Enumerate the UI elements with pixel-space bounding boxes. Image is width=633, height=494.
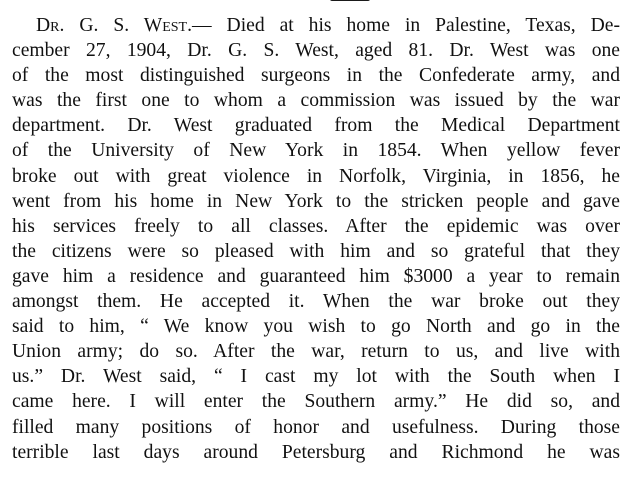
text-line: gave him a residence and guaranteed him $3000 a year to remain [12,265,620,287]
text-line: the citizens were so pleased with him and so grateful that they [12,240,620,262]
text-line [12,13,620,38]
text-line: amongst them. He accepted it. When the war broke out they [12,291,620,313]
text-line: us.” Dr. West said, “ I cast my lot with the South when I [12,366,620,388]
line-text: Died at his home in Palestine, Texas, De- [226,15,620,36]
heading-dash: — [192,15,212,36]
text-line: of the most distinguished surgeons in the Confederate army, and [12,65,620,87]
text-line: was the first one to whom a commission was issued by the war [12,90,620,112]
text-line: of the University of New York in 1854. When yellow fever [12,140,620,162]
text-line: filled many positions of honor and usefulness. During those [12,416,620,438]
text-line: terrible last days around Petersburg and Richmond he was [12,441,620,463]
text-line: came here. I will enter the Southern army.” He did so, and [12,391,620,413]
text-line: broke out with great violence in Norfolk, Virginia, in 1856, he [12,165,620,187]
text-line: went from his home in New York to the stricken people and gave [12,190,620,212]
text-line: his services freely to all classes. After the epidemic was over [12,215,620,237]
obituary-name-heading: Dr. G. S. West. [36,15,192,36]
obituary-paragraph [12,13,620,465]
text-line: said to him, “ We know you wish to go North and go in the [12,316,620,338]
text-line: Union army; do so. After the war, return to us, and live with [12,341,620,363]
text-line: department. Dr. West graduated from the Medical Department [12,115,620,137]
text-line: cember 27, 1904, Dr. G. S. West, aged 81. Dr. West was one [12,40,620,62]
cropped-text-fragment [330,0,370,1]
